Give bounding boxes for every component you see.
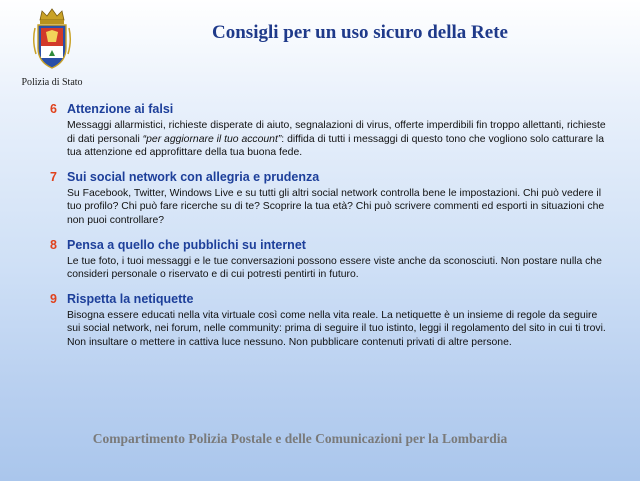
tip-body-text: Messaggi allarmistici, richieste disperate di aiuto, segnalazioni di virus, offerte imperdibili fin troppo allettanti, richieste di dati personali [67, 120, 606, 145]
tip-body-emphasis: “per aggiornare il tuo account” [142, 133, 282, 145]
tip-heading-row [50, 170, 610, 184]
polizia-crest-icon [22, 6, 82, 84]
tip-body [67, 119, 610, 160]
tip-number: 8 [50, 237, 57, 252]
list-item [50, 238, 610, 282]
tip-heading-row [50, 102, 610, 116]
tip-body: Le tue foto, i tuoi messaggi e le tue conversazioni possono essere viste anche da sconosciuti. Non postare nulla che consideri personale o riservato e di cui potresti pentirti in futuro. [67, 255, 602, 281]
tip-number: 9 [50, 291, 57, 306]
tip-number: 7 [50, 169, 57, 184]
tip-heading: Pensa a quello che pubblichi su internet [67, 237, 306, 252]
tip-heading: Attenzione ai falsi [67, 102, 174, 116]
list-item [50, 102, 610, 160]
tip-heading-row [50, 238, 610, 252]
list-item [50, 170, 610, 228]
tips-list [50, 102, 610, 360]
tip-body: Su Facebook, Twitter, Windows Live e su tutti gli altri social network controlla bene le impostazioni. Chi può vedere il tuo profilo? Chi può fare ricerche su di te? Scoprire la tua età? Chi può scrivere commenti ed esporti in situazioni che non puoi controllare? [67, 187, 605, 226]
tip-heading: Rispetta la netiquette [67, 291, 194, 306]
tip-body: Bisogna essere educati nella vita virtuale così come nella vita reale. La netiquette è un insieme di regole da seguire sui social network, nei forum, nelle community: prima di seguire il tuo istinto, leggi il regolamento del sito in cui ti trovi. Non insultare o mettere in cattiva luce nessuno. Non pubblicare contenuti privati di altre persone. [67, 309, 606, 348]
logo-caption: Polizia di Stato [21, 77, 83, 88]
page-title: Consigli per un uso sicuro della Rete [212, 22, 508, 43]
tip-heading: Sui social network con allegria e prudenza [67, 169, 320, 184]
footer-text: Compartimento Polizia Postale e delle Comunicazioni per la Lombardia [92, 431, 508, 446]
tip-body-text-end: : diffida di tutti i messaggi di questo tono che vogliono solo catturare la tua attenzione ed approfittare della tua buona fede. [67, 133, 604, 159]
tip-heading-row [50, 292, 610, 306]
tip-number: 6 [50, 102, 57, 116]
list-item [50, 292, 610, 350]
